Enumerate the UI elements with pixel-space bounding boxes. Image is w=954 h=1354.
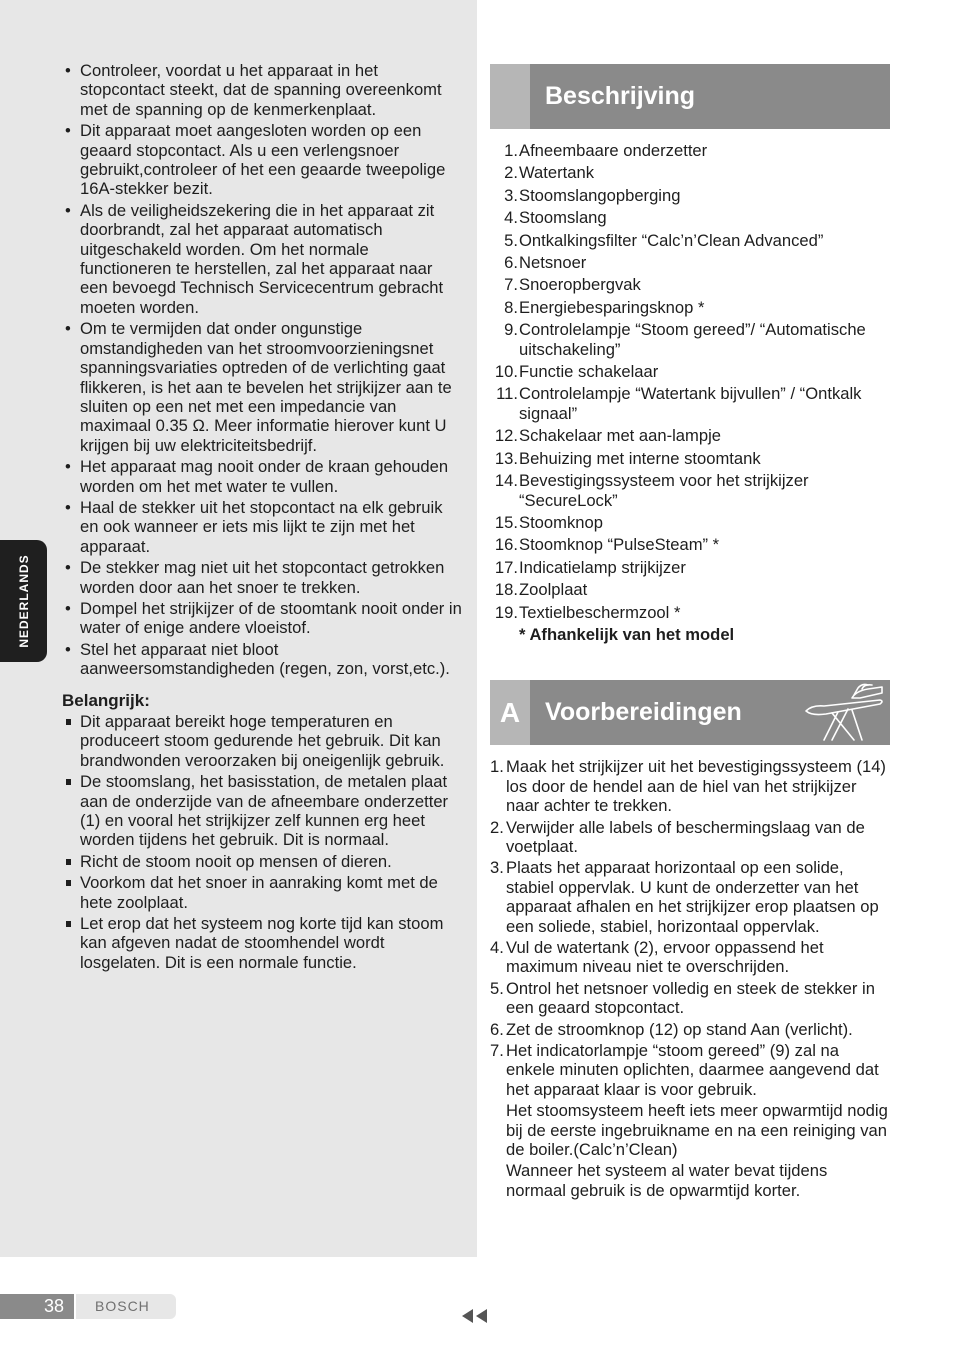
safety-item: • Dit apparaat moet aangesloten worden op een geaard stopcontact. Als u een verlengsnoer gebruikt,controleer of het een geaarde tweepolige 16A-stekker bezit. [62,121,464,199]
part-item [490,362,890,381]
preparation-header [490,680,890,745]
part-number: 11. [496,384,518,404]
part-number: 18. [494,580,518,600]
parts-list [490,141,890,622]
part-number: 8. [504,297,518,317]
step-item [490,1020,890,1039]
part-item [490,275,890,294]
part-name: Bevestigingssysteem voor het strijkijzer “SecureLock” [519,471,809,510]
part-name: Controlelampje “Watertank bijvullen” / “Ontkalk signaal” [519,384,862,423]
page-number: 38 [43,1296,64,1316]
brand-name: BOSCH [95,1298,150,1314]
model-note: * Afhankelijk van het model [519,624,735,644]
step-number: 6. [490,1019,504,1039]
part-number: 14. [494,471,518,491]
part-name: Stoomknop [519,512,603,532]
part-item [490,449,890,468]
part-item [490,535,890,554]
safety-item: • De stekker mag niet uit het stopcontact getrokken worden door aan het snoer te trekken. [62,558,464,597]
part-name: Stoomslangopberging [519,185,681,205]
step-text: Maak het strijkijzer uit het bevestigingssysteem (14) los door de hendel aan de hiel van het strijkijzer naar achter te trekken. [506,757,886,816]
preparation-letter-box: A [490,680,530,745]
part-item [490,208,890,227]
part-number: 4. [504,208,518,228]
part-name: Functie schakelaar [519,362,659,382]
step-item [490,938,890,977]
language-tab [0,540,47,662]
part-number: 19. [494,602,518,622]
part-name: Indicatielamp strijkijzer [519,557,686,577]
safety-list [62,61,464,679]
language-label: NEDERLANDS [17,554,31,648]
important-heading: Belangrijk: [62,690,150,710]
part-name: Snoeropbergvak [519,275,641,295]
step-text: Plaats het apparaat horizontaal op een solide, stabiel oppervlak. U kunt de onderzetter van het apparaat afhalen en het strijkijzer erop plaatsen op een soliede, stabiel, horizontaal oppervlak. [506,858,879,936]
step-text: Het indicatorlampje “stoom gereed” (9) zal na enkele minuten oplichten, daarmee aangevend dat het apparaat klaar is voor gebruik. [506,1041,879,1099]
part-name: Watertank [519,163,595,183]
ironing-board-icon [802,683,886,743]
part-item [490,513,890,532]
part-number: 10. [494,362,518,382]
step-number: 5. [490,978,504,998]
safety-item: • Controleer, voordat u het apparaat in het stopcontact steekt, dat de spanning overeenkomt met de spanning op de kenmerkenplaat. [62,61,464,119]
important-item: Voorkom dat het snoer in aanraking komt met de hete zoolplaat. [62,873,464,912]
part-item [490,253,890,272]
step-number: 7. [490,1041,504,1061]
step-text: Verwijder alle labels of beschermingslaag van de voetplaat. [506,817,865,856]
part-name: Controlelampje “Stoom gereed”/ “Automatische uitschakeling” [519,320,866,359]
part-name: Stoomslang [519,208,607,228]
step-number: 4. [490,938,504,957]
important-item: Dit apparaat bereikt hoge temperaturen en produceert stoom gedurende het gebruik. Dit kan brandwonden veroorzaken bij oneigenlijk gebruik. [62,712,464,770]
part-name: Zoolplaat [519,580,588,600]
step-item [490,818,890,857]
part-item [490,603,890,622]
step-number: 2. [490,817,504,837]
right-column [490,64,890,1200]
preparation-title: Voorbereidingen [545,698,742,727]
safety-item: • Het apparaat mag nooit onder de kraan gehouden worden om het met water te vullen. [62,457,464,496]
part-item [490,231,890,250]
part-number: 13. [494,448,518,468]
part-name: Energiebesparingsknop * [519,297,705,317]
part-number: 3. [504,185,518,205]
description-title: Beschrijving [545,82,696,110]
part-item [490,298,890,317]
part-number: 2. [504,163,518,183]
part-number: 1. [504,141,518,160]
step-item [490,757,890,815]
preparation-steps [490,757,890,1099]
part-item [490,384,890,423]
description-letter-box [490,64,530,129]
part-item [490,163,890,182]
safety-item: • Stel het apparaat niet bloot aanweersomstandigheden (regen, zon, vorst,etc.). [62,640,464,679]
part-item [490,580,890,599]
part-item [490,426,890,445]
safety-item: • Als de veiligheidszekering die in het apparaat zit doorbrandt, zal het apparaat automatisch uitgeschakeld worden. Om het normale functioneren te herstellen, zal het apparaat naar een bevoegd Technisch Servicecentrum gebracht moeten worden. [62,201,464,317]
step-7-note-2: Wanneer het systeem al water bevat tijdens normaal gebruik is de opwarmtijd korter. [506,1161,828,1200]
part-number: 6. [504,253,518,273]
part-name: Ontkalkingsfilter “Calc’n’Clean Advanced” [519,230,824,250]
step-text: Vul de watertank (2), ervoor oppassend het maximum niveau niet te overschrijden. [506,938,824,977]
description-header [490,64,890,129]
safety-item: • Om te vermijden dat onder ongunstige omstandigheden van het stroomvoorzieningsnet spanningsvariaties optreden of de verlichting gaat flikkeren, is het aan te bevelen het strijkijzer aan te sluiten op een net met een impedancie van maximaal 0.35 Ω. Meer informatie hierover kunt U krijgen bij uw elektriciteitsbedrijf. [62,319,464,455]
safety-column [62,61,464,974]
step-item [490,979,890,1018]
step-text: Zet de stroomknop (12) op stand Aan (verlicht). [506,1019,853,1039]
part-name: Behuizing met interne stoomtank [519,448,761,468]
important-item: Let erop dat het systeem nog korte tijd kan stoom kan afgeven nadat de stoomhendel wordt losgelaten. Dit is een normale functie. [62,914,464,972]
important-item: De stoomslang, het basisstation, de metalen plaat aan de onderzijde van de afneembare onderzetter (1) en vooral het strijkijzer zelf kunnen erg heet worden tijdens het gebruik. Dit is normaal. [62,772,464,850]
previous-page-icon[interactable] [462,1309,490,1323]
part-item [490,141,890,160]
part-number: 5. [504,230,518,250]
safety-item: • Dompel het strijkijzer of de stoomtank nooit onder in water of enige andere vloeistof. [62,599,464,638]
part-number: 9. [504,320,518,340]
part-name: Stoomknop “PulseSteam” * [519,535,720,555]
important-item: Richt de stoom nooit op mensen of dieren. [62,852,464,871]
step-7-note-1: Het stoomsysteem heeft iets meer opwarmtijd nodig bij de eerste ingebruikname en na een reiniging van de boiler.(Calc’n’Clean) [506,1101,888,1160]
part-item [490,471,890,510]
part-item [490,320,890,359]
brand-box [76,1294,176,1319]
part-number: 16. [494,535,518,555]
part-item [490,558,890,577]
part-number: 17. [494,557,518,577]
step-number: 1. [490,757,504,777]
safety-item: • Haal de stekker uit het stopcontact na elk gebruik en ook wanneer er iets mis lijkt te zijn met het apparaat. [62,498,464,556]
step-item [490,858,890,936]
important-list [62,712,464,972]
part-name: Textielbeschermzool * [519,602,681,622]
step-text: Ontrol het netsnoer volledig en steek de stekker in een geaard stopcontact. [506,978,875,1018]
step-item [490,1041,890,1099]
part-item [490,186,890,205]
section-spacer [490,644,890,680]
part-name: Afneembaare onderzetter [519,141,708,160]
part-number: 12. [494,426,518,446]
part-name: Netsnoer [519,253,587,273]
step-number: 3. [490,858,504,878]
part-name: Schakelaar met aan-lampje [519,426,721,446]
part-number: 7. [504,275,518,295]
page-number-box [0,1294,74,1319]
part-number: 15. [494,512,518,532]
